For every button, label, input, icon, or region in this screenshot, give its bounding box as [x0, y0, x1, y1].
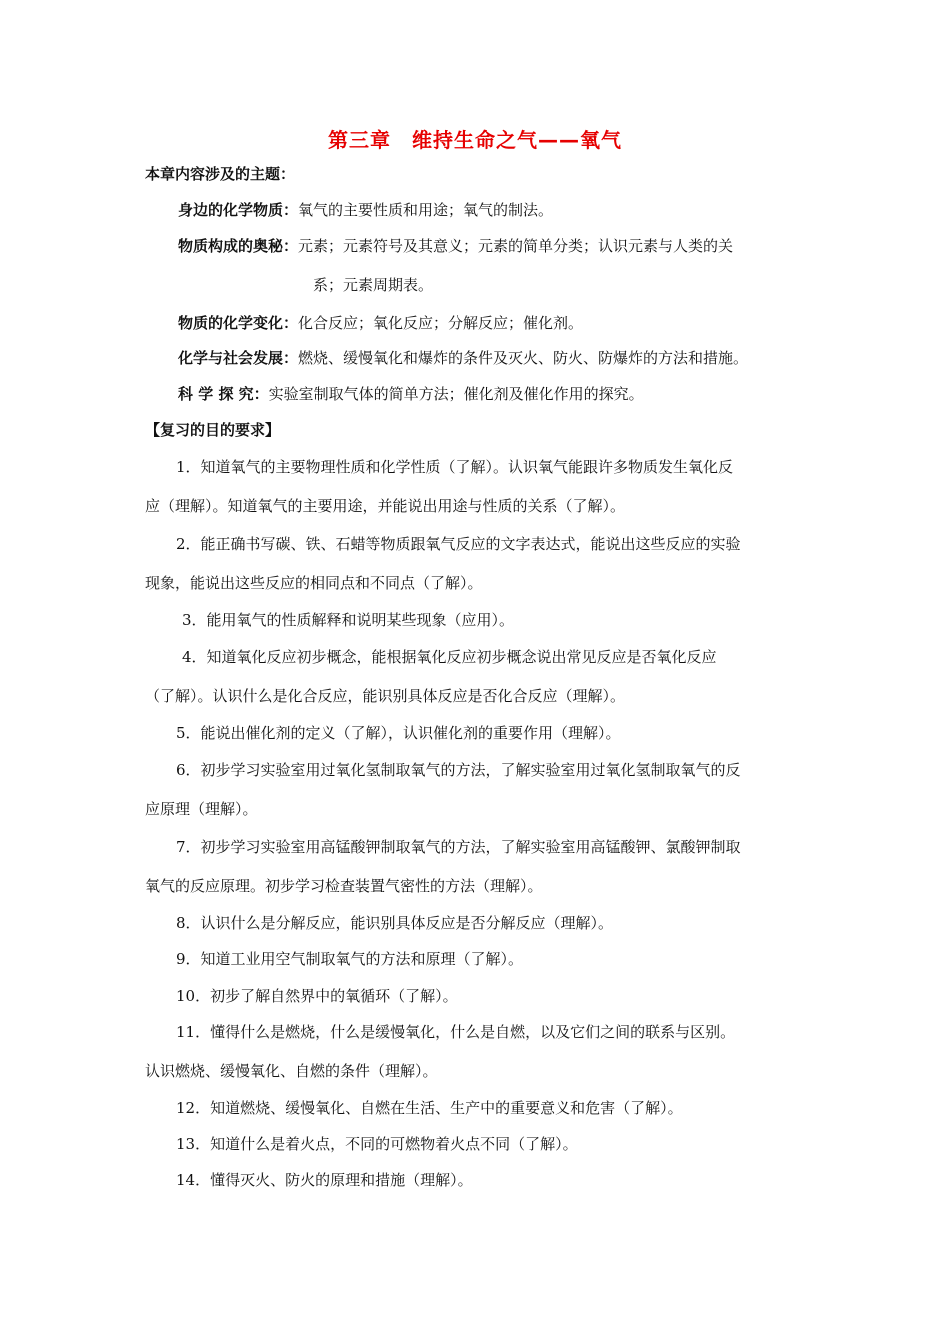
topic-label: 身边的化学物质： [178, 201, 299, 219]
requirement-line: 3．能用氧气的性质解释和说明某些现象（应用）。 [182, 611, 515, 629]
requirement-line: 5．能说出催化剂的定义（了解），认识催化剂的重要作用（理解）。 [176, 724, 621, 742]
topic-text-continued: 系；元素周期表。 [313, 276, 434, 294]
requirement-line-cont: 氧气的反应原理。初步学习检查装置气密性的方法（理解）。 [145, 877, 543, 895]
requirement-line-cont: 认识燃烧、缓慢氧化、自燃的条件（理解）。 [145, 1062, 438, 1080]
topics-heading: 本章内容涉及的主题： [145, 165, 296, 183]
topic-text: 元素；元素符号及其意义；元素的简单分类；认识元素与人类的关 [298, 237, 734, 255]
topic-label: 化学与社会发展： [178, 349, 299, 367]
topic-label: 科 学 探 究： [178, 385, 269, 403]
topic-label: 物质的化学变化： [178, 314, 299, 332]
topic-row [178, 384, 644, 404]
requirement-line-cont: （了解）。认识什么是化合反应，能识别具体反应是否化合反应（理解）。 [145, 687, 626, 705]
requirement-line: 7．初步学习实验室用高锰酸钾制取氧气的方法，了解实验室用高锰酸钾、氯酸钾制取 [176, 838, 741, 856]
requirement-line: 12．知道燃烧、缓慢氧化、自燃在生活、生产中的重要意义和危害（了解）。 [176, 1099, 683, 1117]
requirement-line-cont: 应（理解）。知道氧气的主要用途，并能说出用途与性质的关系（了解）。 [145, 497, 626, 515]
requirement-line: 14．懂得灭火、防火的原理和措施（理解）。 [176, 1171, 473, 1189]
requirement-line: 13．知道什么是着火点，不同的可燃物着火点不同（了解）。 [176, 1135, 578, 1153]
review-heading: 【复习的目的要求】 [145, 421, 281, 439]
topic-row [178, 200, 553, 220]
requirement-line-cont: 现象，能说出这些反应的相同点和不同点（了解）。 [145, 574, 483, 592]
topic-row [178, 236, 733, 256]
requirement-line: 8．认识什么是分解反应，能识别具体反应是否分解反应（理解）。 [176, 914, 614, 932]
topic-label: 物质构成的奥秘： [178, 237, 299, 255]
requirement-line-cont: 应原理（理解）。 [145, 800, 258, 818]
topic-text: 化合反应；氧化反应；分解反应；催化剂。 [298, 314, 584, 332]
requirement-line: 10．初步了解自然界中的氧循环（了解）。 [176, 987, 458, 1005]
topic-text: 燃烧、缓慢氧化和爆炸的条件及灭火、防火、防爆炸的方法和措施。 [298, 349, 749, 367]
topic-text: 实验室制取气体的简单方法；催化剂及催化作用的探究。 [268, 385, 644, 403]
topic-text: 氧气的主要性质和用途；氧气的制法。 [298, 201, 554, 219]
topic-row [178, 313, 583, 333]
chapter-title: 第三章 维持生命之气——氧气 [328, 128, 622, 152]
requirement-line: 1．知道氧气的主要物理性质和化学性质（了解）。认识氧气能跟许多物质发生氧化反 [176, 458, 734, 476]
requirement-line: 9．知道工业用空气制取氧气的方法和原理（了解）。 [176, 950, 524, 968]
requirement-line: 2．能正确书写碳、铁、石蜡等物质跟氧气反应的文字表达式，能说出这些反应的实验 [176, 535, 741, 553]
topic-row [178, 348, 748, 368]
requirement-line: 4．知道氧化反应初步概念，能根据氧化反应初步概念说出常见反应是否氧化反应 [182, 648, 717, 666]
requirement-line: 6．初步学习实验室用过氧化氢制取氧气的方法，了解实验室用过氧化氢制取氧气的反 [176, 761, 741, 779]
requirement-line: 11．懂得什么是燃烧，什么是缓慢氧化，什么是自燃，以及它们之间的联系与区别。 [176, 1023, 736, 1041]
